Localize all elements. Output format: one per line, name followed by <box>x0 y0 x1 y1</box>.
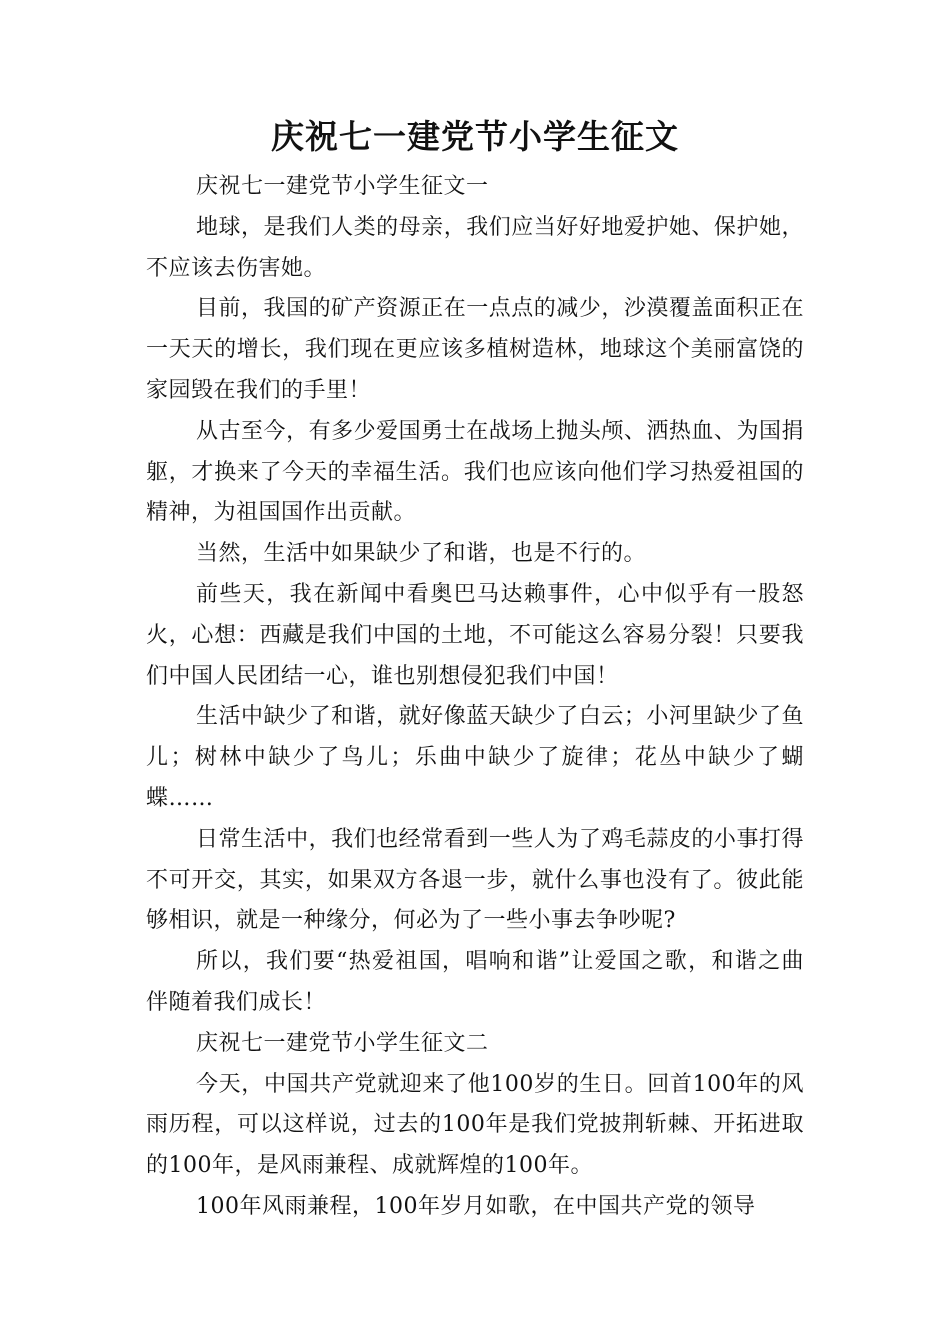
section-heading-1: 庆祝七一建党节小学生征文一 <box>196 174 489 199</box>
document-title: 庆祝七一建党节小学生征文 <box>271 117 679 156</box>
paragraph: 目前，我国的矿产资源正在一点点的减少，沙漠覆盖面积正在一天天的增长，我们现在更应该多植树造林，地球这个美丽富饶的家园毁在我们的手里！ <box>146 296 804 403</box>
section-heading-2: 庆祝七一建党节小学生征文二 <box>196 1030 489 1056</box>
paragraph: 生活中缺少了和谐，就好像蓝天缺少了白云；小河里缺少了鱼儿；树林中缺少了鸟儿；乐曲中缺少了旋律；花丛中缺少了蝴蝶…… <box>146 704 804 811</box>
document-body <box>146 167 804 1228</box>
paragraph: 从古至今，有多少爱国勇士在战场上抛头颅、洒热血、为国捐躯，才换来了今天的幸福生活。我们也应该向他们学习热爱祖国的精神，为祖国国作出贡献。 <box>146 418 804 526</box>
paragraph: 100年风雨兼程，100年岁月如歌，在中国共产党的领导 <box>196 1193 756 1219</box>
paragraph: 地球，是我们人类的母亲，我们应当好好地爱护她、保护她，不应该去伤害她。 <box>146 214 804 281</box>
paragraph: 日常生活中，我们也经常看到一些人为了鸡毛蒜皮的小事打得不可开交，其实，如果双方各退一步，就什么事也没有了。彼此能够相识，就是一种缘分，何必为了一些小事去争吵呢? <box>146 826 804 934</box>
paragraph: 所以，我们要“热爱祖国，唱响和谐”让爱国之歌，和谐之曲伴随着我们成长！ <box>146 949 804 1015</box>
paragraph: 今天，中国共产党就迎来了他100岁的生日。回首100年的风雨历程，可以这样说，过去的100年是我们党披荆斩棘、开拓进取的100年，是风雨兼程、成就辉煌的100年。 <box>146 1071 804 1179</box>
paragraph: 前些天，我在新闻中看奥巴马达赖事件，心中似乎有一股怒火，心想：西藏是我们中国的土地，不可能这么容易分裂！只要我们中国人民团结一心，谁也别想侵犯我们中国！ <box>146 581 804 689</box>
paragraph: 当然，生活中如果缺少了和谐，也是不行的。 <box>196 541 647 567</box>
